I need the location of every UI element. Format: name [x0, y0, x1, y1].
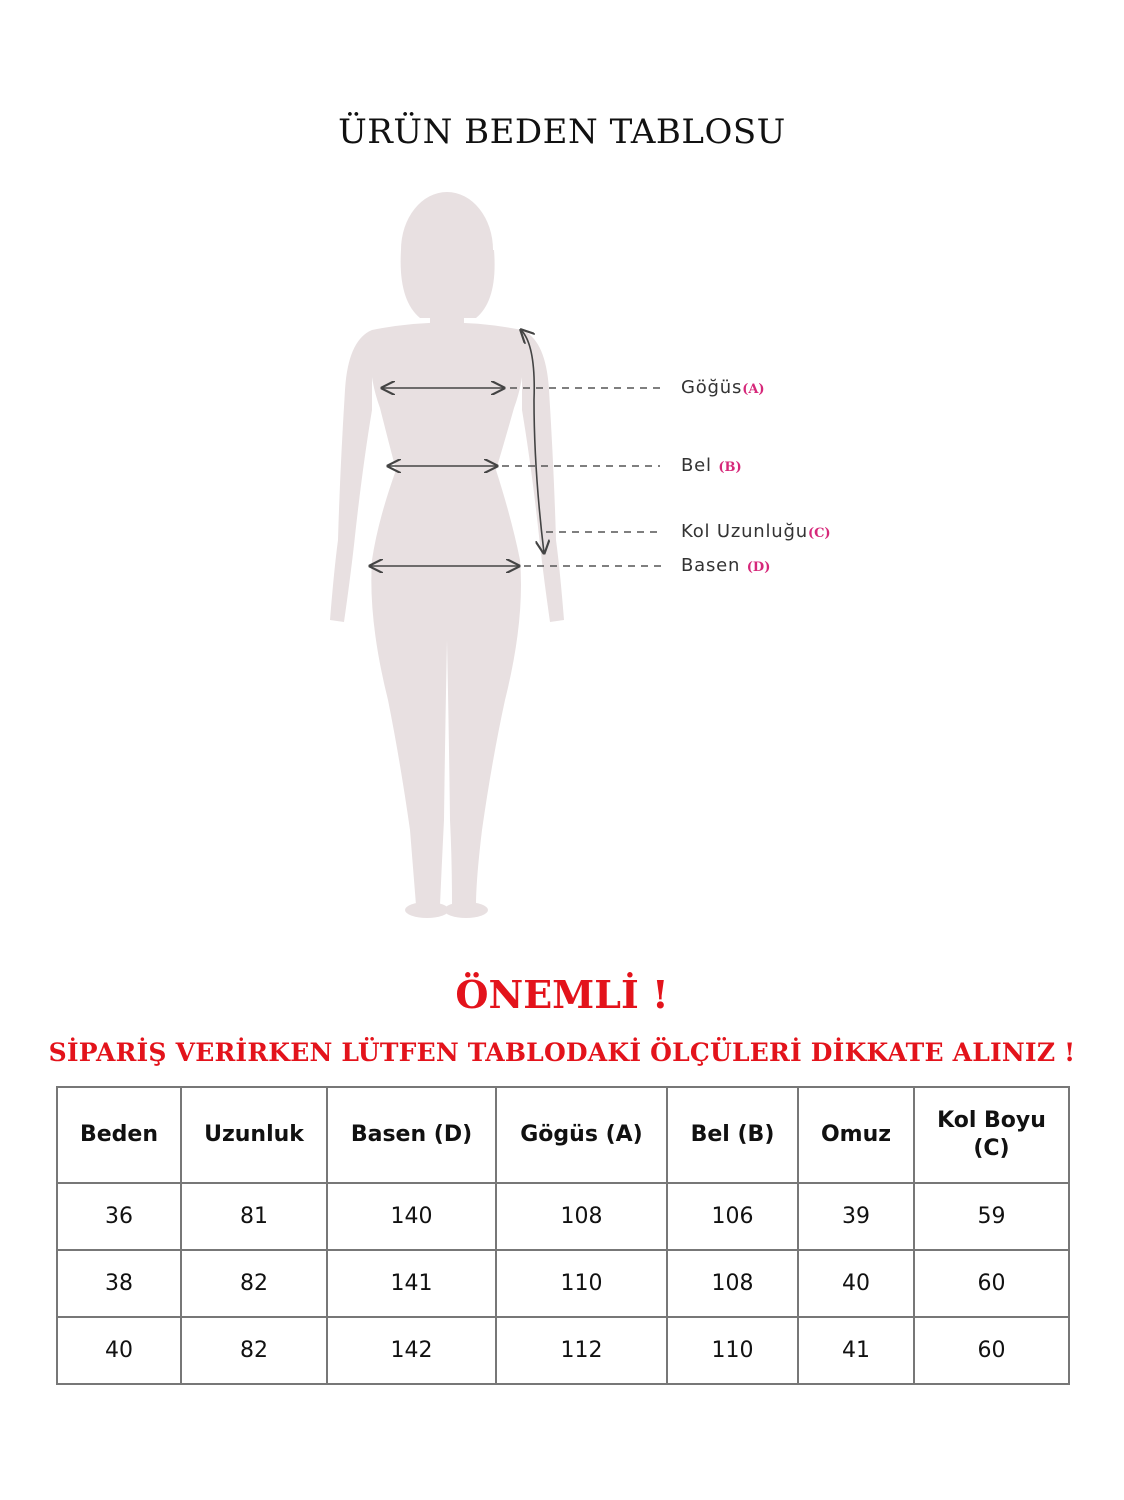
table-cell: 41 — [798, 1317, 914, 1384]
header-bel: Bel (B) — [667, 1087, 798, 1183]
table-cell: 81 — [181, 1183, 327, 1250]
table-cell: 142 — [327, 1317, 496, 1384]
chest-label-tag: (A) — [742, 382, 765, 397]
waist-label-text: Bel — [681, 455, 712, 476]
table-cell: 140 — [327, 1183, 496, 1250]
table-cell: 40 — [57, 1317, 181, 1384]
table-cell: 60 — [914, 1317, 1069, 1384]
waist-label — [681, 455, 742, 476]
table-cell: 108 — [496, 1183, 667, 1250]
table-cell: 59 — [914, 1183, 1069, 1250]
sleeve-label-text: Kol Uzunluğu — [681, 521, 808, 542]
table-cell: 40 — [798, 1250, 914, 1317]
sleeve-label — [681, 521, 831, 542]
important-heading: ÖNEMLİ ! — [455, 972, 669, 1017]
size-table — [56, 1086, 1070, 1385]
table-cell: 82 — [181, 1250, 327, 1317]
header-basen: Basen (D) — [327, 1087, 496, 1183]
hip-label-text: Basen — [681, 555, 741, 576]
table-row — [57, 1317, 1069, 1384]
hip-label — [681, 555, 770, 576]
header-beden: Beden — [57, 1087, 181, 1183]
table-cell: 141 — [327, 1250, 496, 1317]
female-silhouette — [330, 192, 564, 918]
header-gogus: Gögüs (A) — [496, 1087, 667, 1183]
table-row — [57, 1183, 1069, 1250]
sleeve-label-tag: (C) — [807, 526, 831, 541]
hip-label-tag: (D) — [746, 560, 771, 575]
header-uzunluk: Uzunluk — [181, 1087, 327, 1183]
table-cell: 82 — [181, 1317, 327, 1384]
chest-label-text: Göğüs — [681, 377, 743, 398]
order-notice: SİPARİŞ VERİRKEN LÜTFEN TABLODAKİ ÖLÇÜLERİ DİKKATE ALINIZ ! — [48, 1038, 1076, 1067]
table-header-row — [57, 1087, 1069, 1183]
table-row — [57, 1250, 1069, 1317]
header-omuz: Omuz — [798, 1087, 914, 1183]
chest-label — [681, 377, 765, 398]
page-title: ÜRÜN BEDEN TABLOSU — [338, 112, 786, 152]
table-cell: 106 — [667, 1183, 798, 1250]
table-cell: 110 — [667, 1317, 798, 1384]
table-cell: 39 — [798, 1183, 914, 1250]
table-cell: 108 — [667, 1250, 798, 1317]
table-cell: 60 — [914, 1250, 1069, 1317]
table-cell: 38 — [57, 1250, 181, 1317]
waist-label-tag: (B) — [718, 460, 742, 475]
table-cell: 36 — [57, 1183, 181, 1250]
header-kol-boyu: Kol Boyu (C) — [914, 1087, 1069, 1183]
table-cell: 112 — [496, 1317, 667, 1384]
table-cell: 110 — [496, 1250, 667, 1317]
body-silhouette-diagram — [0, 180, 1124, 940]
